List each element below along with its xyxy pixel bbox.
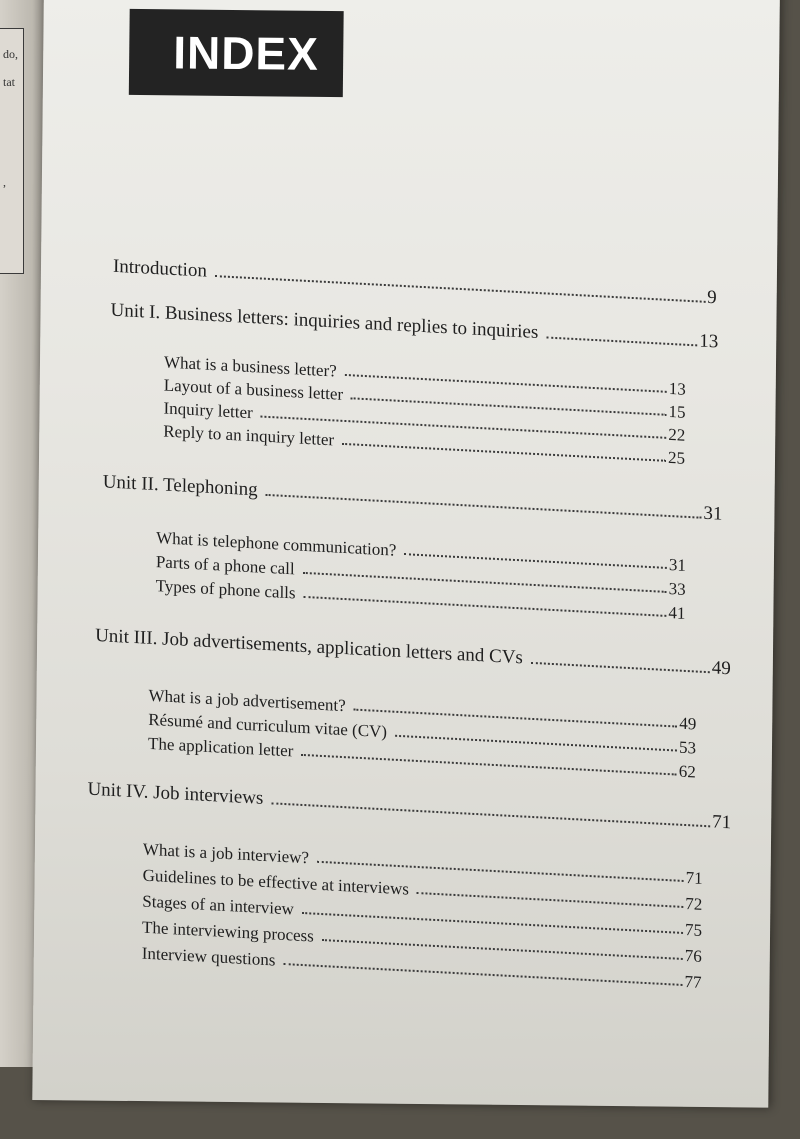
- toc-page-number: 49: [711, 657, 731, 680]
- toc-page-number: 22: [668, 424, 686, 445]
- toc-entry-unit-3: [95, 621, 731, 680]
- adjacent-page-text: ,: [3, 175, 6, 189]
- toc-label: Unit IV. Job interviews: [87, 778, 264, 809]
- toc-label: Résumé and curriculum vitae (CV): [148, 709, 388, 742]
- toc-page-number: 25: [667, 447, 686, 468]
- table-of-contents: [32, 0, 779, 1138]
- toc-label: What is telephone communication?: [156, 528, 397, 560]
- toc-label: Introduction: [112, 255, 208, 282]
- toc-page-number: 49: [679, 713, 697, 734]
- adjacent-page-text: tat: [3, 75, 15, 89]
- toc-page-number: 62: [678, 761, 696, 782]
- adjacent-page-text: do,: [3, 47, 18, 61]
- dot-leader: [215, 275, 705, 303]
- toc-page-number: 13: [668, 378, 686, 399]
- toc-entry-unit-4: [87, 775, 731, 835]
- toc-label: Guidelines to be effective at interviews: [142, 865, 410, 899]
- dot-leader: [266, 494, 702, 519]
- toc-page-number: 33: [668, 579, 686, 599]
- dot-leader: [271, 802, 710, 827]
- dot-leader: [546, 336, 697, 346]
- toc-entry-unit-2: [103, 467, 723, 525]
- toc-label: Stages of an interview: [142, 891, 294, 919]
- toc-label: Interview questions: [141, 943, 276, 970]
- toc-page-number: 72: [685, 894, 703, 914]
- toc-label: Unit I. Business letters: inquiries and replies to inquiries: [110, 299, 539, 344]
- toc-page-number: 41: [668, 603, 686, 623]
- dot-leader: [342, 443, 666, 462]
- toc-page-number: 31: [703, 502, 723, 525]
- dot-leader: [301, 754, 676, 776]
- toc-page-number: 13: [699, 330, 719, 353]
- toc-page-number: 71: [685, 868, 703, 888]
- toc-label: The application letter: [147, 733, 294, 761]
- index-page: [32, 0, 780, 1108]
- toc-label: Unit II. Telephoning: [102, 471, 258, 501]
- toc-page-number: 76: [684, 946, 702, 966]
- toc-page-number: 31: [668, 555, 687, 575]
- dot-leader: [283, 963, 682, 986]
- toc-label: Unit III. Job advertisements, application letters and CVs: [95, 625, 523, 669]
- toc-label: Parts of a phone call: [155, 552, 295, 579]
- adjacent-page-box: [0, 28, 24, 274]
- toc-page-number: 77: [684, 972, 702, 992]
- toc-page-number: 9: [707, 286, 717, 309]
- toc-label: The interviewing process: [141, 917, 314, 946]
- toc-label: Types of phone calls: [155, 576, 296, 603]
- toc-label: What is a job interview?: [142, 839, 310, 868]
- index-title: INDEX: [129, 9, 344, 97]
- toc-label: Inquiry letter: [163, 398, 253, 423]
- dot-leader: [531, 662, 710, 673]
- toc-label: What is a business letter?: [163, 352, 337, 381]
- toc-page-number: 71: [712, 811, 732, 834]
- toc-label: Reply to an inquiry letter: [163, 421, 335, 450]
- toc-label: Layout of a business letter: [163, 375, 344, 404]
- toc-page-number: 53: [678, 737, 697, 758]
- toc-page-number: 75: [684, 920, 703, 940]
- dot-leader: [304, 596, 667, 617]
- toc-page-number: 15: [668, 401, 686, 422]
- toc-label: What is a job advertisement?: [148, 685, 346, 716]
